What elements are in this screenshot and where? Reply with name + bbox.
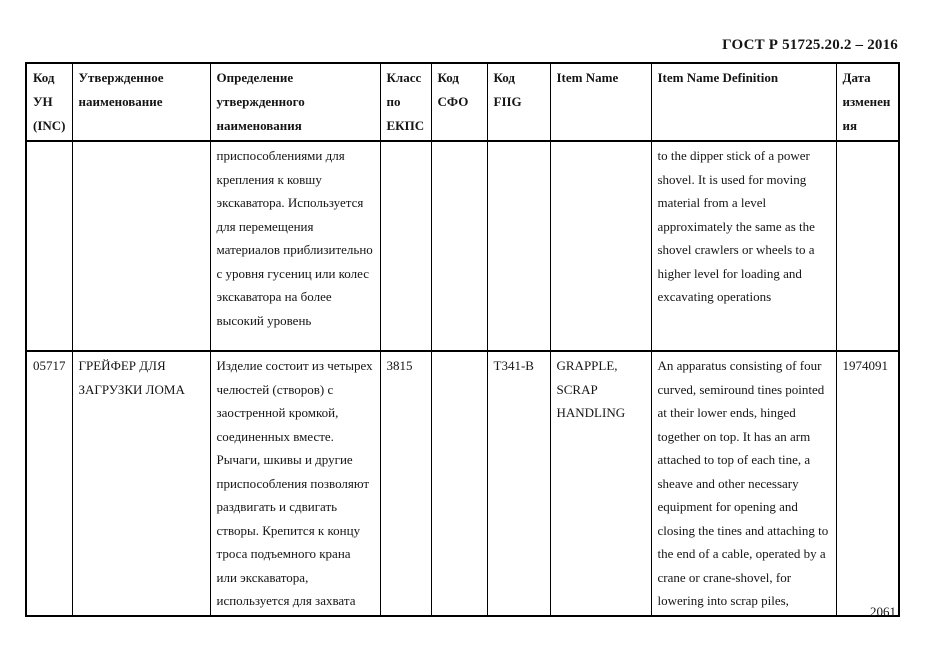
cell-approved-name: ГРЕЙФЕР ДЛЯ ЗАГРУЗКИ ЛОМА (72, 351, 210, 616)
cell-sfo-code (431, 141, 487, 351)
table-row (26, 141, 899, 351)
cell-inc: 05717 (26, 351, 72, 616)
table-row (26, 351, 899, 616)
column-header-item-name-definition: Item Name Definition (651, 63, 836, 141)
inc-table (25, 62, 900, 617)
column-header-fiig-code: Код FIIG (487, 63, 550, 141)
doc-title: ГОСТ Р 51725.20.2 – 2016 (722, 37, 898, 53)
cell-inc (26, 141, 72, 351)
cell-item-name-definition: An apparatus consisting of four curved, semiround tines pointed at their lower ends, hinged together on top. It has an arm attached to top of each tine, a sheave and other necessary equipment for opening and closing the tines and attaching to the end of a cable, operated by a crane or crane-shovel, for lowering into scrap piles, (651, 351, 836, 616)
cell-fiig-code: T341-B (487, 351, 550, 616)
column-header-approved-name: Утвержденное наименование (72, 63, 210, 141)
cell-definition: Изделие состоит из четырех челюстей (створов) с заостренной кромкой, соединенных вместе. Рычаги, шкивы и другие приспособления позволяют раздвигать и сдвигать створы. Крепится к концу троса подъемного крана или экскаватора, используется для захвата (210, 351, 380, 616)
column-header-item-name: Item Name (550, 63, 651, 141)
cell-definition: приспособлениями для крепления к ковшу экскаватора. Используется для перемещения материалов приблизительно с уровня гусениц или колес экскаватора на более высокий уровень (210, 141, 380, 351)
table-header-row (26, 63, 899, 141)
column-header-ekps-class: Класс по ЕКПС (380, 63, 431, 141)
column-header-definition: Определение утвержденного наименования (210, 63, 380, 141)
cell-sfo-code (431, 351, 487, 616)
column-header-sfo-code: Код СФО (431, 63, 487, 141)
cell-change-date: 1974091 (836, 351, 899, 616)
column-header-change-date: Дата изменения (836, 63, 899, 141)
cell-item-name-definition: to the dipper stick of a power shovel. It is used for moving material from a level approximately the same as the shovel crawlers or wheels to a higher level for loading and excavating operations (651, 141, 836, 351)
cell-item-name (550, 141, 651, 351)
column-header-inc: Код УН (INC) (26, 63, 72, 141)
cell-ekps-class: 3815 (380, 351, 431, 616)
cell-change-date (836, 141, 899, 351)
cell-item-name: GRAPPLE, SCRAP HANDLING (550, 351, 651, 616)
page-number: 2061 (870, 604, 896, 619)
cell-ekps-class (380, 141, 431, 351)
cell-approved-name (72, 141, 210, 351)
cell-fiig-code (487, 141, 550, 351)
